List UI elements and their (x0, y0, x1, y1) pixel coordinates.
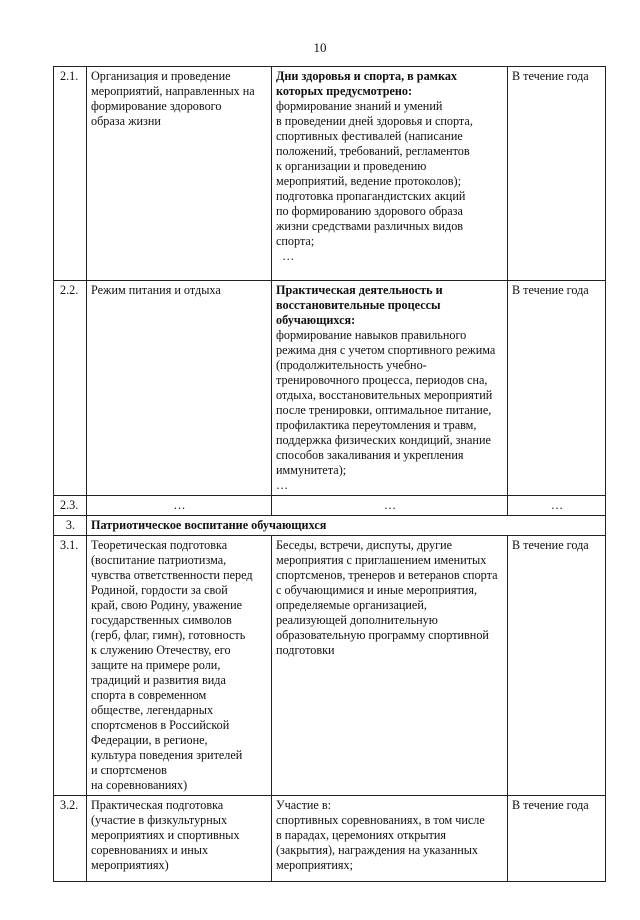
description-line: … (276, 249, 295, 263)
ellipsis-cell: … (87, 496, 272, 516)
description-line: отдыха, восстановительных мероприятий (276, 388, 493, 402)
description-heading: которых предусмотрено: (276, 84, 413, 98)
section-number: 3. (54, 516, 87, 536)
description-line: в проведении дней здоровья и спорта, (276, 114, 473, 128)
row-title (87, 796, 272, 882)
description-heading: Дни здоровья и спорта, в рамках (276, 69, 458, 83)
section-header-row (54, 516, 606, 536)
title-line: к служению Отечеству, его (91, 643, 231, 657)
description-line: с обучающимися и иные мероприятия, (276, 583, 478, 597)
title-line: соревнованиях и иных (91, 843, 209, 857)
title-line: чувства ответственности перед (91, 568, 253, 582)
title-line: (герб, флаг, гимн), готовность (91, 628, 246, 642)
description-heading: обучающихся: (276, 313, 356, 327)
row-term: В течение года (508, 281, 606, 496)
title-line: Организация и проведение (91, 69, 231, 83)
description-line: подготовка пропагандистских акций (276, 189, 466, 203)
table-row (54, 496, 606, 516)
title-line: государственных символов (91, 613, 232, 627)
title-line: и спортсменов (91, 763, 167, 777)
description-line: (продолжительность учебно- (276, 358, 427, 372)
row-term: В течение года (508, 796, 606, 882)
row-description (272, 281, 508, 496)
title-line: образа жизни (91, 114, 161, 128)
title-line: спорта в современном (91, 688, 207, 702)
table-row (54, 281, 606, 496)
title-line: Практическая подготовка (91, 798, 224, 812)
row-number: 2.1. (54, 67, 87, 281)
title-line: защите на примере роли, (91, 658, 221, 672)
ellipsis-cell: … (508, 496, 606, 516)
description-line: образовательную программу спортивной (276, 628, 489, 642)
description-heading: Практическая деятельность и (276, 283, 443, 297)
title-line: мероприятий, направленных на (91, 84, 255, 98)
title-line: культура поведения зрителей (91, 748, 243, 762)
description-line: формирование знаний и умений (276, 99, 443, 113)
title-line: Режим питания и отдыха (91, 283, 221, 297)
row-title (87, 67, 272, 281)
description-line: (закрытия), награждения на указанных (276, 843, 479, 857)
description-line: поддержка физических кондиций, знание (276, 433, 491, 447)
title-line: на соревнованиях) (91, 778, 188, 792)
description-line: положений, требований, регламентов (276, 144, 470, 158)
description-line: мероприятия с приглашением именитых (276, 553, 487, 567)
description-line: спорта; (276, 234, 315, 248)
description-line: … (276, 478, 289, 492)
row-title (87, 281, 272, 496)
description-line: профилактика переутомления и травм, (276, 418, 477, 432)
title-line: Родиной, гордости за свой (91, 583, 228, 597)
row-number: 3.1. (54, 536, 87, 796)
row-description (272, 796, 508, 882)
description-line: спортивных фестивалей (написание (276, 129, 463, 143)
title-line: край, свою Родину, уважение (91, 598, 243, 612)
title-line: обществе, легендарных (91, 703, 214, 717)
description-line: формирование навыков правильного (276, 328, 467, 342)
description-line: после тренировки, оптимальное питание, (276, 403, 492, 417)
description-line: спортивных соревнованиях, в том числе (276, 813, 485, 827)
row-description (272, 536, 508, 796)
description-line: иммунитета); (276, 463, 347, 477)
row-number: 2.3. (54, 496, 87, 516)
description-line: спортсменов, тренеров и ветеранов спорта (276, 568, 498, 582)
ellipsis-cell: … (272, 496, 508, 516)
description-line: Беседы, встречи, диспуты, другие (276, 538, 453, 552)
description-line: к организации и проведению (276, 159, 427, 173)
plan-table (53, 66, 606, 882)
title-line: традиций и развития вида (91, 673, 226, 687)
description-line: мероприятиях; (276, 858, 353, 872)
description-line: мероприятий, ведение протоколов); (276, 174, 461, 188)
description-line: режима дня с учетом спортивного режима (276, 343, 496, 357)
title-line: спортсменов в Российской (91, 718, 230, 732)
description-heading: восстановительные процессы (276, 298, 441, 312)
description-line: в парадах, церемониях открытия (276, 828, 446, 842)
title-line: Теоретическая подготовка (91, 538, 228, 552)
table-row (54, 796, 606, 882)
row-term: В течение года (508, 536, 606, 796)
title-line: мероприятиях и спортивных (91, 828, 240, 842)
table-row (54, 536, 606, 796)
title-line: формирование здорового (91, 99, 222, 113)
row-description (272, 67, 508, 281)
row-term: В течение года (508, 67, 606, 281)
description-line: по формированию здорового образа (276, 204, 463, 218)
description-line: тренировочного процесса, периодов сна, (276, 373, 488, 387)
page-number: 10 (313, 40, 327, 55)
title-line: Федерации, в регионе, (91, 733, 208, 747)
title-line: (воспитание патриотизма, (91, 553, 227, 567)
description-line: способов закаливания и укрепления (276, 448, 464, 462)
description-line: определяемые организацией, (276, 598, 427, 612)
description-line: Участие в: (276, 798, 332, 812)
description-line: реализующей дополнительную (276, 613, 438, 627)
row-number: 2.2. (54, 281, 87, 496)
title-line: мероприятиях) (91, 858, 169, 872)
section-title: Патриотическое воспитание обучающихся (87, 516, 606, 536)
description-line: подготовки (276, 643, 335, 657)
description-line: жизни средствами различных видов (276, 219, 464, 233)
row-number: 3.2. (54, 796, 87, 882)
title-line: (участие в физкультурных (91, 813, 228, 827)
row-title (87, 536, 272, 796)
table-row (54, 67, 606, 281)
